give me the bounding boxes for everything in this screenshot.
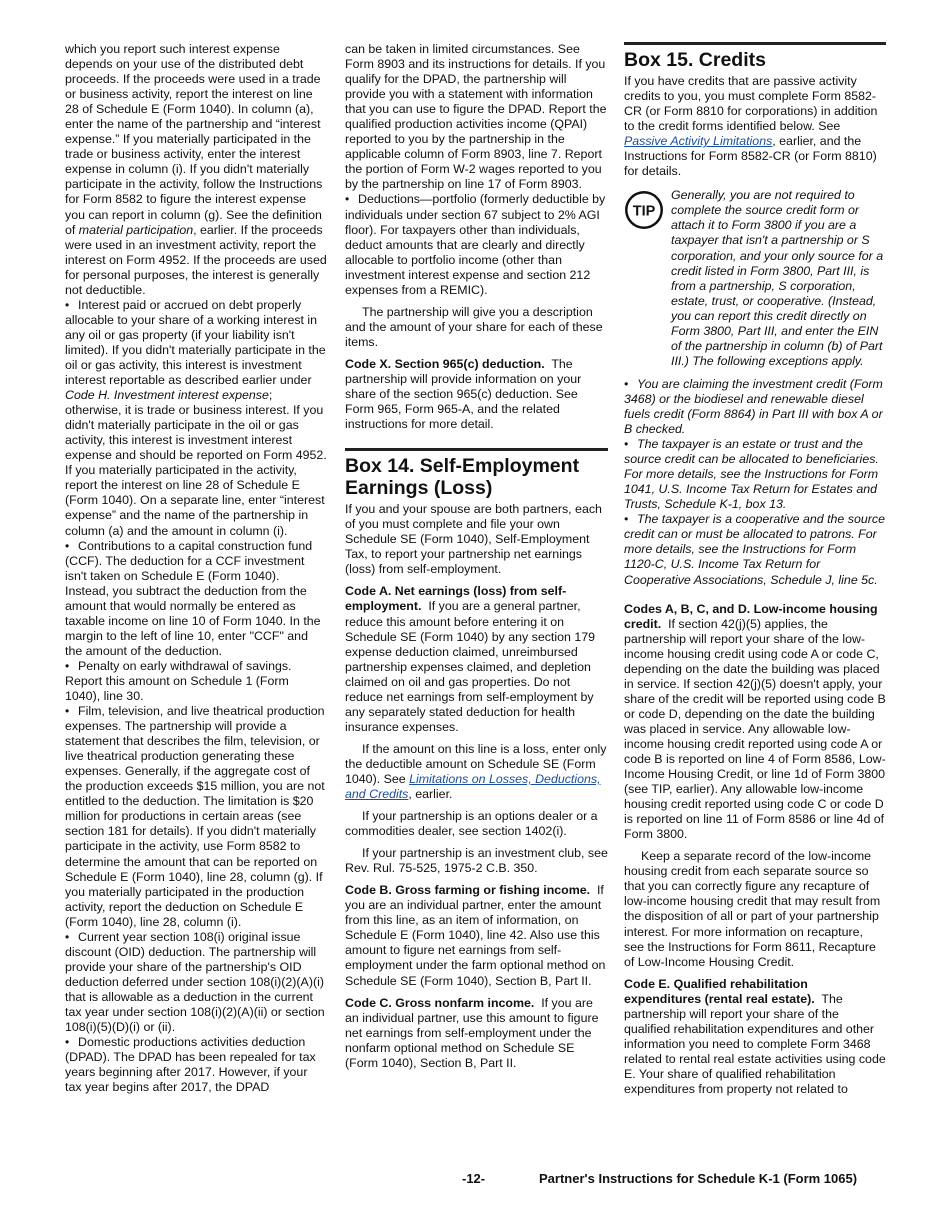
- codes-abcd-paragraph: Codes A, B, C, and D. Low-income housing credit. If section 42(j)(5) applies, the partnership will report your share of the low-income housing credit using code A or code C, depending on the date the building was placed in service. If section 42(j)(5) doesn't apply, your share of the credit will be reported using code B or code D, depending on the date the building was placed in service. Any allowable low-income housing credit reported using code A or code B is reported on line 4 of Form 8586, Low-Income Housing Credit, or line 1d of Form 3800 (see TIP, earlier). Any allowable low-income housing credit reported using code C or code D is reported on line 11 of Form 8586 or line 4d of Form 3800.: [624, 601, 886, 842]
- code-x-heading: Code X. Section 965(c) deduction.: [345, 356, 545, 371]
- code-b-heading: Code B. Gross farming or fishing income.: [345, 883, 591, 898]
- bullet-item: • The taxpayer is a cooperative and the source credit can or must be allocated to patrons. For more details, see the Instructions for Form 1120-C, U.S. Income Tax Return for Cooperative Associations, Schedule J, line 5c.: [624, 512, 886, 587]
- box-15-heading: Box 15. Credits: [624, 49, 766, 71]
- bullet-item: • You are claiming the investment credit (Form 3468) or the biodiesel and renewable diesel fuels credit (Form 8864) in Part III with box A or B checked.: [624, 377, 886, 437]
- code-c-heading: Code C. Gross nonfarm income.: [345, 995, 535, 1010]
- footer-title: Partner's Instructions for Schedule K-1 (Form 1065): [539, 1171, 858, 1186]
- code-a-heading: Code A. Net earnings (loss) from self-employment.: [345, 584, 567, 614]
- paragraph: can be taken in limited circumstances. See Form 8903 and its instructions for details. If you qualify for the DPAD, the partnership will provide you with a statement with information that you can use to figure the DPAD. Report the qualified production activities income (QPAI) reported to you by the partnership in the applicable column of Form 8903, line 7. Report the portion of Form W-2 wages reported to you by the partnership on line 17 of Form 8903.: [345, 42, 607, 192]
- column-middle: [345, 42, 608, 1071]
- code-c-paragraph: Code C. Gross nonfarm income. If you are an individual partner, use this amount to figure net earnings from self-employment under the nonfarm optional method on Schedule SE (Form 1040), Section B, Part II.: [345, 995, 599, 1070]
- tip-text: Generally, you are not required to complete the source credit form or attach it to Form 3800 if you are a taxpayer that isn't a partnership or S corporation, and your only source for a credit listed in Form 3800, Part III, is from a partnership, S corporation, estate, trust, or cooperative. (Instead, you can report this credit directly on Form 3800, Part III, and enter the EIN of the partnership in column (b) of Part III.) The following exceptions apply.: [671, 188, 884, 368]
- bullet-item: • Film, television, and live theatrical production expenses. The partnership will provide a statement that describes the film, television, or live theatrical production generating these expenses. Generally, if the aggregate cost of the production exceeds $15 million, you are not entitled to the deduction. The limitation is $20 million for productions in certain areas (see section 181 for details). If you didn't materially participate in the activity, use Form 8582 to determine the amount that can be reported on Schedule E (Form 1040), line 28, column (g). If you materially participated in the production activity, report the deduction on Schedule E (Form 1040), line 28, column (i).: [65, 704, 327, 930]
- page-number: -12-: [462, 1171, 486, 1186]
- bullet-item: • Interest paid or accrued on debt properly allocable to your share of a working interest in any oil or gas property (if your liability isn't limited). If you didn't materially participate in the oil or gas activity, this interest is investment interest reportable as described earlier under Code H. Investment interest expense; otherwise, it is trade or business interest. If you didn't materially participate in the oil or gas activity, this interest is investment interest expense and should be reported on Form 4952. If you materially participated in the activity, report the interest on line 28 of Schedule E (Form 1040). On a separate line, enter “interest expense” and the name of the partnership in column (a) and the amount in column (i).: [65, 298, 327, 539]
- paragraph: If your partnership is an options dealer or a commodities dealer, see section 1402(i).: [345, 809, 598, 839]
- bullet-item: • Contributions to a capital construction fund (CCF). The deduction for a CCF investment isn't taken on Schedule E (Form 1040). Instead, you subtract the deduction from the amount that would normally be entered as taxable income on line 10 of Form 1040. In the margin to the left of line 10, enter "CCF" and the amount of the deduction.: [65, 539, 327, 659]
- tip-icon: [624, 190, 664, 230]
- bullet-item: • Domestic productions activities deduction (DPAD). The DPAD has been repealed for tax years beginning after 2017. However, if your tax year begins after 2017, the DPAD: [65, 1035, 327, 1095]
- paragraph: The partnership will give you a description and the amount of your share for each of these items.: [345, 304, 603, 349]
- paragraph: If the amount on this line is a loss, enter only the deductible amount on Schedule SE (Form 1040). See Limitations on Losses, Deductions, and Credits, earlier.: [345, 741, 607, 802]
- code-a-paragraph: Code A. Net earnings (loss) from self-employment. If you are a general partner, reduce this amount before entering it on Schedule SE (Form 1040) by any section 179 expense deduction claimed, unreimbursed partnership expenses claimed, and depletion claimed on oil and gas properties. Do not reduce net earnings from self-employment by any separately stated deduction for health insurance expenses.: [345, 584, 596, 734]
- paragraph: Keep a separate record of the low-income housing credit from each separate source so that you can correctly figure any recapture of low-income housing credit that may result from the disposition of all or part of your partnership interest. For more information on recapture, see the Instructions for Form 8611, Recapture of Low-Income Housing Credit.: [624, 849, 881, 969]
- code-b-paragraph: Code B. Gross farming or fishing income. If you are an individual partner, enter the amount from this line, as an item of information, on Schedule E (Form 1040), line 42. Also use this amount to figure net earnings from self-employment under the farm optional method on Schedule SE (Form 1040), Section B, Part II.: [345, 883, 606, 988]
- tip-label: TIP: [632, 203, 656, 220]
- bullet-item: • Deductions—portfolio (formerly deductible by individuals under section 67 subject to 2% AGI floor). For taxpayers other than individuals, deduct amounts that are clearly and directly allocable to portfolio income (other than investment interest expense and section 212 expenses from a REMIC).: [345, 192, 608, 297]
- paragraph: If your partnership is an investment club, see Rev. Rul. 75-525, 1975-2 C.B. 350.: [345, 846, 608, 876]
- paragraph: If you and your spouse are both partners, each of you must complete and file your own Schedule SE (Form 1040), Self-Employment Tax, to report your partnership net earnings (loss) from self-employment.: [345, 502, 602, 577]
- codes-abcd-heading: Codes A, B, C, and D. Low-income housing credit.: [624, 601, 878, 631]
- bullet-item: • Penalty on early withdrawal of savings. Report this amount on Schedule 1 (Form 1040), line 30.: [65, 659, 327, 704]
- bullet-item: • Current year section 108(i) original issue discount (OID) deduction. The partnership will provide your share of the partnership's OID deduction deferred under section 108(i)(2)(A)(i) that is allowable as a deduction in the current tax year under section 108(i)(2)(A)(ii) or section 108(i)(5)(D)(i) or (ii).: [65, 930, 327, 1035]
- limitations-link[interactable]: Limitations on Losses, Deductions, and Credits: [345, 771, 601, 802]
- section-rule: [345, 448, 608, 451]
- bullet-item: • The taxpayer is an estate or trust and the source credit can be allocated to beneficiaries. For more details, see the Instructions for Form 1041, U.S. Income Tax Return for Estates and Trusts, Schedule K-1, box 13.: [624, 437, 886, 512]
- column-left: [65, 42, 327, 1095]
- column-right: [624, 42, 886, 1097]
- passive-activity-link[interactable]: Passive Activity Limitations: [624, 134, 773, 149]
- paragraph: If you have credits that are passive activity credits to you, you must complete Form 8582-CR (or Form 8810 for corporations) in addition to the credit forms identified below. See Passive Activity Limitations, earlier, and the Instructions for Form 8582-CR (or Form 8810) for details.: [624, 74, 878, 179]
- box-14-heading: Box 14. Self-Employment Earnings (Loss): [345, 455, 580, 500]
- code-e-heading: Code E. Qualified rehabilitation expenditures (rental real estate).: [624, 976, 815, 1006]
- code-e-paragraph: Code E. Qualified rehabilitation expenditures (rental real estate). The partnership will report your share of the qualified rehabilitation expenditures and other information you need to complete Form 3468 related to rental real estate activities using code E. Your share of qualified rehabilitation expenditures from property not related to: [624, 976, 886, 1096]
- paragraph: which you report such interest expense depends on your use of the distributed debt proceeds. If the proceeds were used in a trade or business activity, report the interest on line 28 of Schedule E (Form 1040). In column (a), enter the name of the partnership and “interest expense.” If you materially participated in the trade or business activity, enter the interest expense in column (i). If you didn't materially participate in the activity, follow the Instructions for Form 8582 to figure the interest expense you can report in column (g). See the definition of material participation, earlier. If the proceeds were used in an investment activity, report the interest on Form 4952. If the proceeds are used for personal purposes, the interest is generally not deductible.: [65, 42, 327, 297]
- section-rule: [624, 42, 886, 45]
- tip-box: [624, 188, 886, 369]
- code-x-paragraph: Code X. Section 965(c) deduction. The partnership will provide information on your share of the section 965(c) deduction. See Form 965, Form 965-A, and the related instructions for more detail.: [345, 356, 582, 432]
